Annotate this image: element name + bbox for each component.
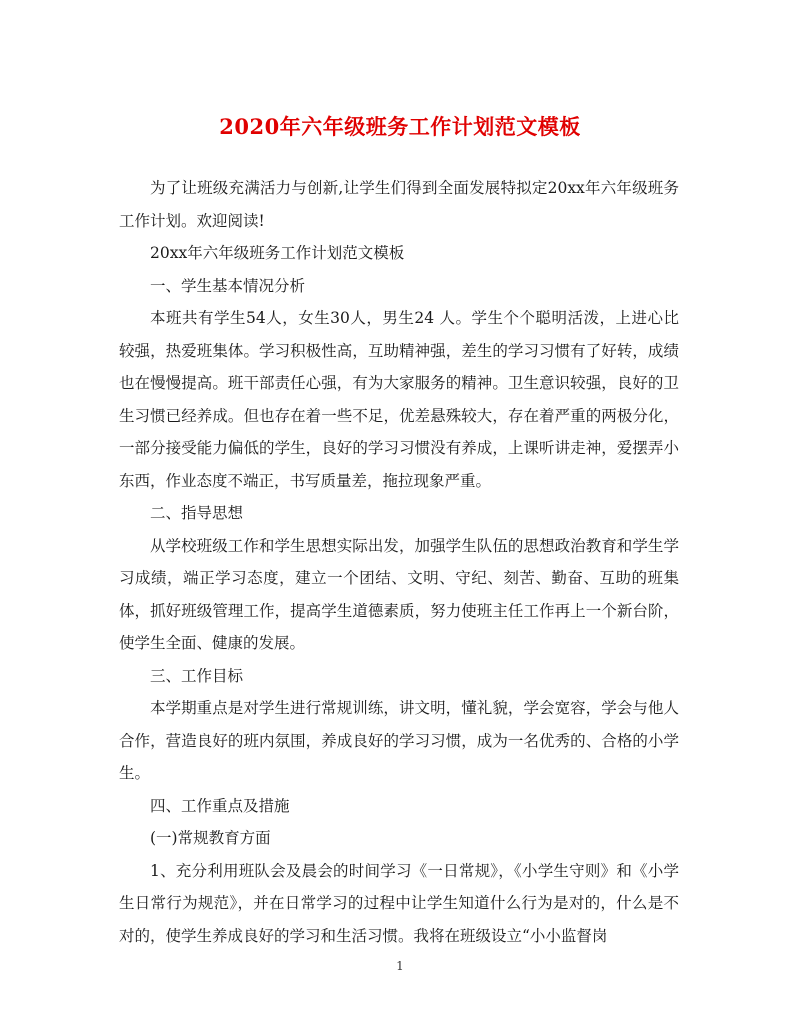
section-heading-1: 一、学生基本情况分析: [150, 276, 306, 295]
intro-paragraph: 为了让班级充满活力与创新,让学生们得到全面发展特拟定20xx年六年级班务工作计划。欢迎阅读!: [119, 179, 679, 230]
section-1-paragraph: 本班共有学生54人，女生30人，男生24 人。学生个个聪明活泼，上进心比较强，热爱班集体。学习积极性高，互助精神强，差生的学习习惯有了好转，成绩也在慢慢提高。班干部责任心强，有为大家服务的精神。卫生意识较强，良好的卫生习惯已经养成。但也存在着一些不足，优差悬殊较大，存在着严重的两极分化，一部分接受能力偏低的学生，良好的学习习惯没有养成，上课听讲走神，爱摆弄小东西，作业态度不端正，书写质量差，拖拉现象严重。: [119, 309, 679, 490]
section-3-paragraph: 本学期重点是对学生进行常规训练，讲文明，懂礼貌，学会宽容，学会与他人合作，营造良好的班内氛围，养成良好的学习习惯，成为一名优秀的、合格的小学生。: [119, 699, 679, 782]
document-title: 2020年六年级班务工作计划范文模板: [219, 114, 581, 139]
section-heading-4: 四、工作重点及措施: [150, 796, 290, 815]
document-body: [119, 172, 679, 952]
subsection-heading-1: (一)常规教育方面: [150, 829, 271, 847]
subsection-1-paragraph: 1、充分利用班队会及晨会的时间学习《一日常规》，《小学生守则》和《小学生日常行为规范》，并在日常学习的过程中让学生知道什么行为是对的，什么是不对的，使学生养成良好的学习和生活习惯。我将在班级设立“小小监督岗: [119, 861, 679, 945]
section-2-paragraph: 从学校班级工作和学生思想实际出发，加强学生队伍的思想政治教育和学生学习成绩，端正学习态度，建立一个团结、文明、守纪、刻苦、勤奋、互助的班集体，抓好班级管理工作，提高学生道德素质，努力使班主任工作再上一个新台阶，使学生全面、健康的发展。: [119, 536, 679, 652]
section-heading-3: 三、工作目标: [150, 666, 244, 685]
section-heading-2: 二、指导思想: [150, 504, 244, 522]
subtitle-line: 20xx年六年级班务工作计划范文模板: [150, 244, 405, 262]
page-number: 1: [396, 959, 404, 973]
